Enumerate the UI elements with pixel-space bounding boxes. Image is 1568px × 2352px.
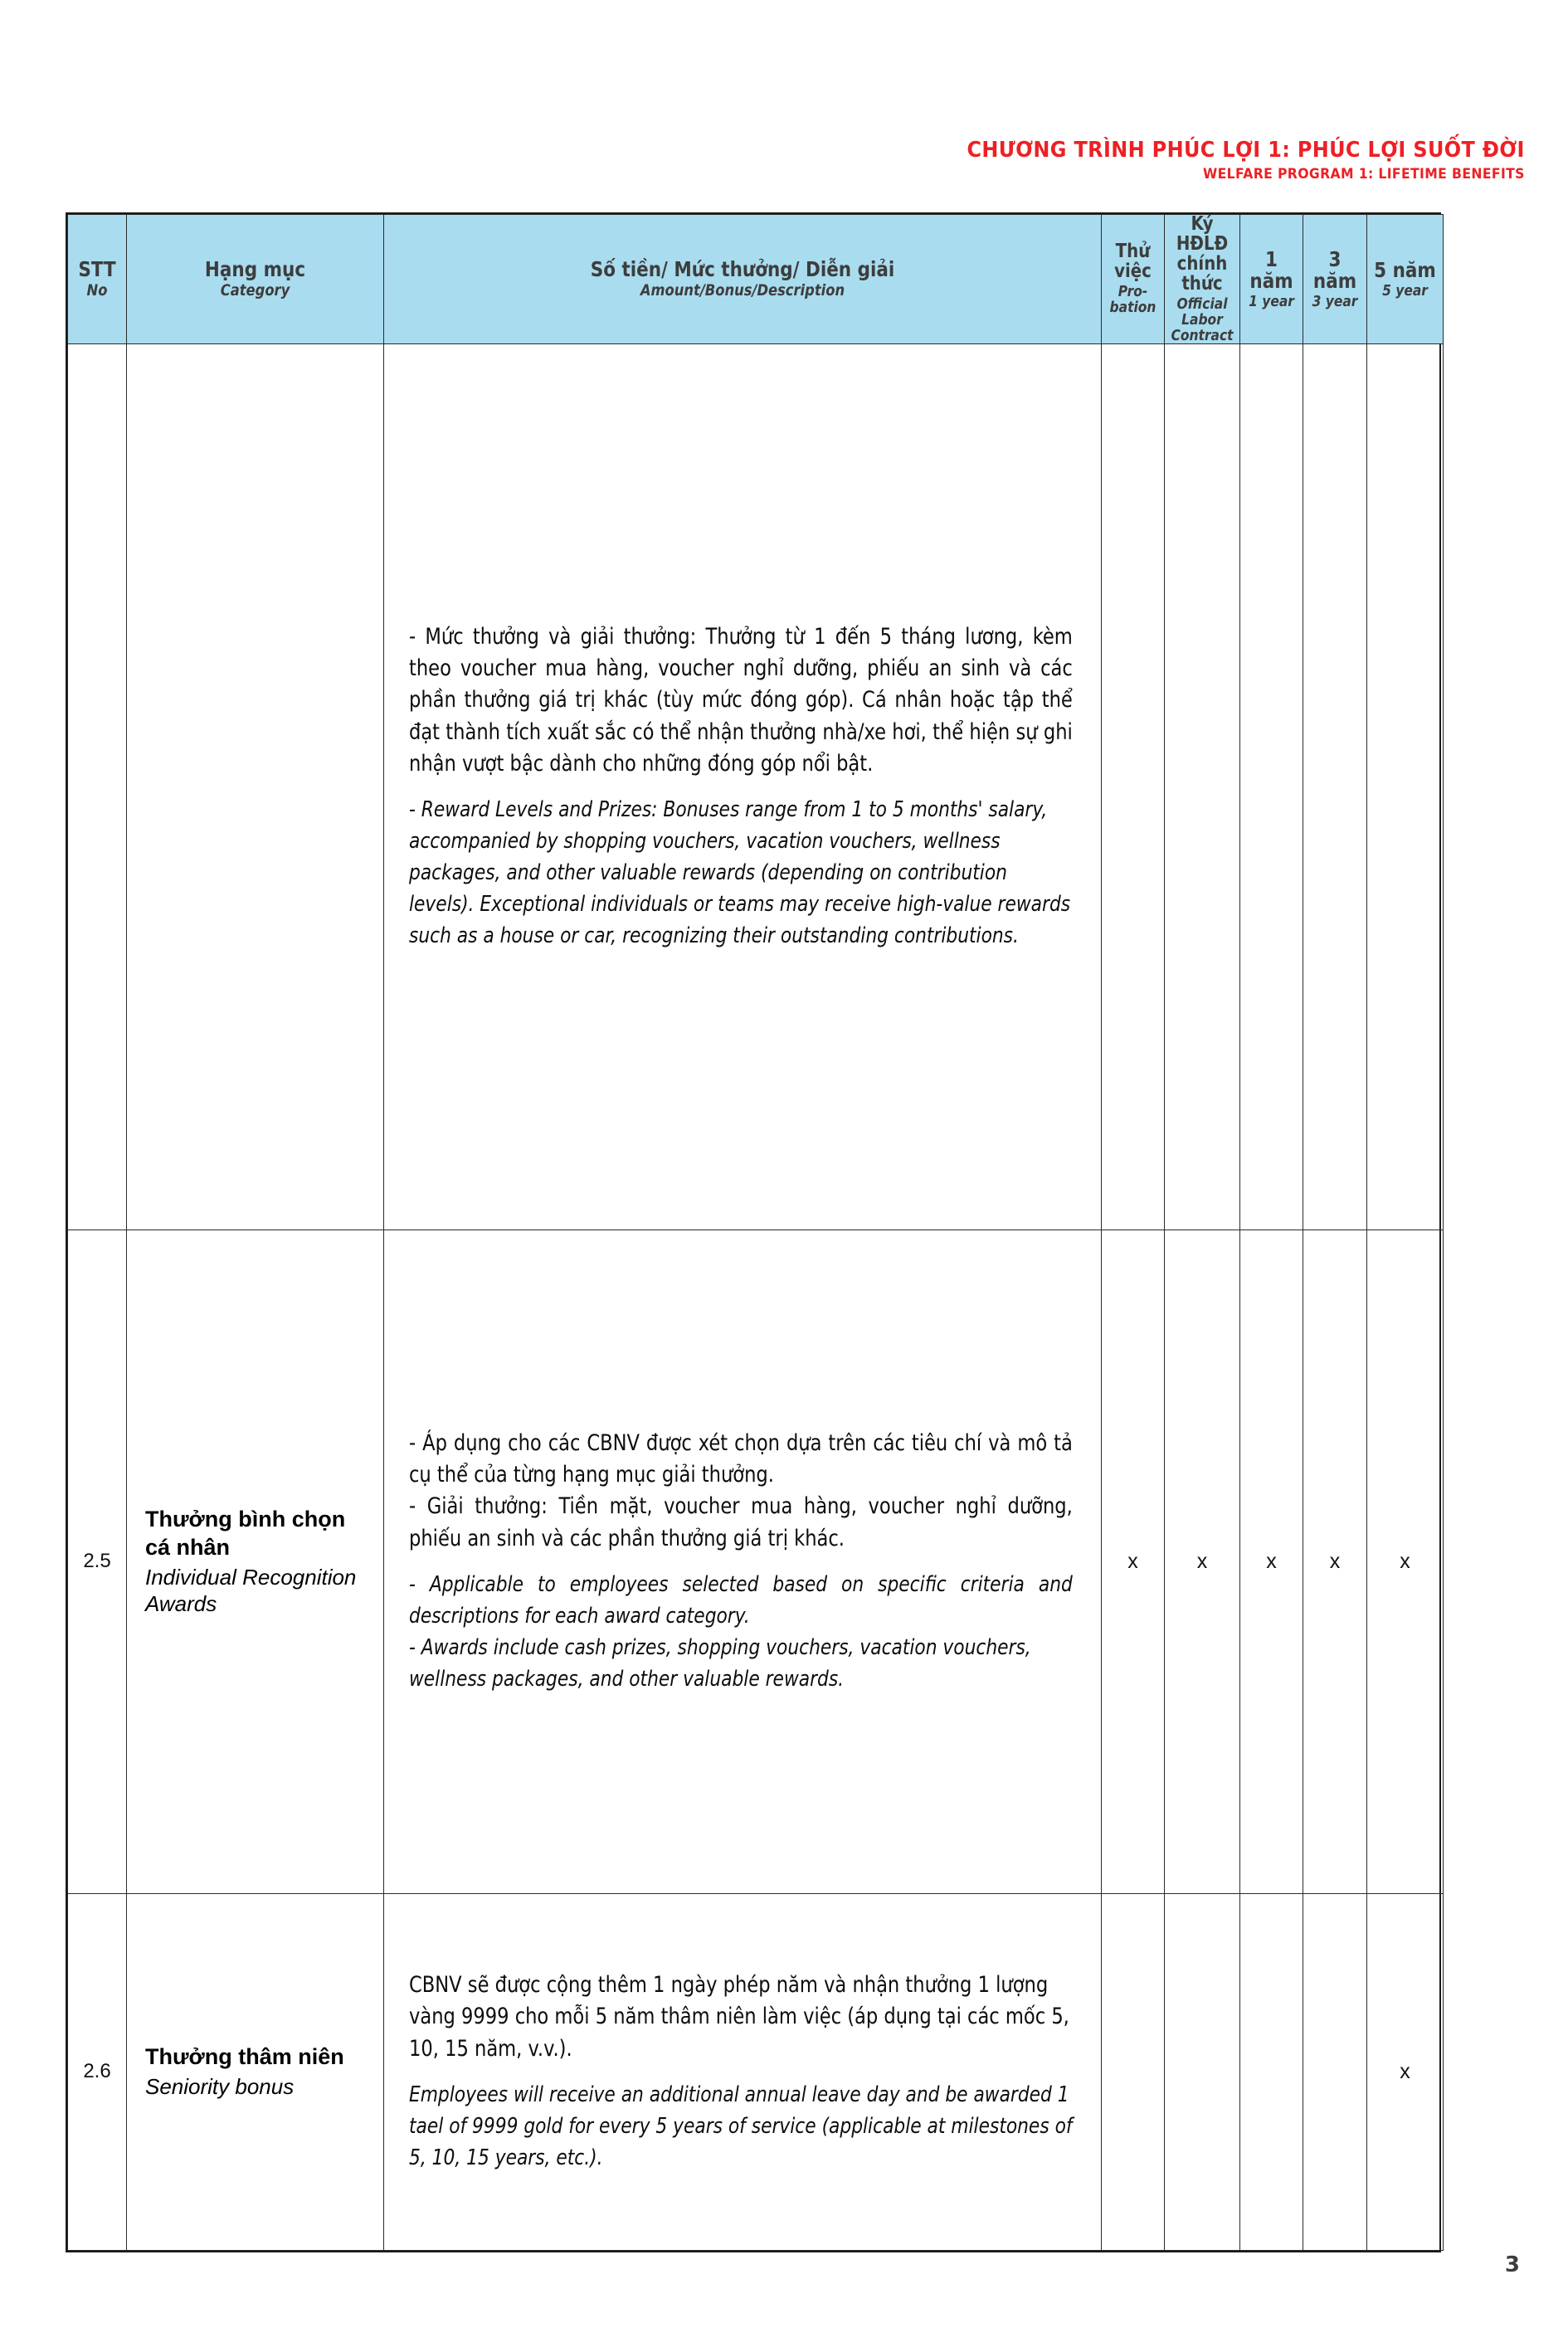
eligibility-mark-y5 (1367, 343, 1444, 1230)
table-row (68, 343, 1444, 1230)
column-header-category-vi: Hạng mục (204, 257, 306, 282)
column-header-year-5-vi: 5 năm (1374, 257, 1436, 282)
document-header (918, 139, 1525, 182)
column-header-year-3-vi: 3 năm (1312, 246, 1357, 293)
column-header-probation-vi: Thử việc (1114, 241, 1152, 283)
eligibility-mark-y1 (1240, 343, 1303, 1230)
description-cell (384, 343, 1102, 1230)
eligibility-mark-probation (1102, 1893, 1165, 2250)
column-header-official-contract-vi: Ký HĐLĐ chính thức (1176, 213, 1229, 295)
description-paragraph-en: - Reward Levels and Prizes: Bonuses range from 1 to 5 months' salary, accompanied by shopping vouchers, vacation vouchers, wellness packages, and other valuable rewards (depending on contribution levels). Exceptional individuals or teams may receive high-value rewards such as a house or car, recognizing their outstanding contributions. (409, 797, 1071, 949)
column-header-year-5-en: 5 year (1382, 281, 1428, 299)
eligibility-mark-official: x (1165, 1230, 1240, 1893)
page-number: 3 (1504, 2252, 1520, 2277)
column-header-official-contract-en: Official Labor Contract (1171, 295, 1234, 344)
description-paragraph-vi: CBNV sẽ được cộng thêm 1 ngày phép năm và nhận thưởng 1 lượng vàng 9999 cho mỗi 5 năm thâm niên làm việc (áp dụng tại các mốc 5, 10, 15 năm, v.v.). (409, 1971, 1069, 2062)
category-cell (127, 343, 384, 1230)
eligibility-mark-y3: x (1303, 1230, 1367, 1893)
column-header-official-contract (1165, 215, 1240, 344)
table-header-row (68, 215, 1444, 344)
description-paragraph-en: - Awards include cash prizes, shopping vouchers, vacation vouchers, wellness packages, and other valuable rewards. (409, 1635, 1031, 1692)
eligibility-mark-official (1165, 343, 1240, 1230)
category-cell (127, 1893, 384, 2250)
column-header-stt-vi: STT (78, 257, 116, 282)
column-header-probation-en: Pro-bation (1109, 283, 1157, 317)
row-number-cell: 2.5 (68, 1230, 127, 1893)
description-paragraph-en: - Applicable to employees selected based on specific criteria and descriptions for each award category. (409, 1572, 1073, 1629)
column-header-stt (68, 215, 127, 344)
eligibility-mark-y1: x (1240, 1230, 1303, 1893)
description-paragraph-vi: - Mức thưởng và giải thưởng: Thưởng từ 1 đến 5 tháng lương, kèm theo voucher mua hàng, voucher nghỉ dưỡng, phiếu an sinh và các phần thưởng giá trị khác (tùy mức đóng góp). Cá nhân hoặc tập thể đạt thành tích xuất sắc có thể nhận thưởng nhà/xe hơi, thể hiện sự ghi nhận vượt bậc dành cho những đóng góp nổi bật. (409, 623, 1073, 777)
column-header-year-3 (1303, 215, 1367, 344)
column-header-year-1-vi: 1 năm (1249, 246, 1293, 293)
column-header-year-1-en: 1 year (1249, 292, 1294, 310)
row-number-cell (68, 343, 127, 1230)
benefits-table (66, 212, 1441, 2252)
table-row (68, 1893, 1444, 2250)
column-header-stt-en: No (86, 281, 108, 300)
column-header-probation (1102, 215, 1165, 344)
column-header-year-3-en: 3 year (1312, 292, 1358, 310)
eligibility-mark-y5: x (1367, 1893, 1444, 2250)
header-title-en: WELFARE PROGRAM 1: LIFETIME BENEFITS (1203, 166, 1525, 183)
eligibility-mark-probation (1102, 343, 1165, 1230)
description-paragraph-vi: - Áp dụng cho các CBNV được xét chọn dựa trên các tiêu chí và mô tả cụ thể của từng hạng mục giải thưởng. (409, 1429, 1073, 1488)
category-label-en: Seniority bonus (145, 2073, 295, 2099)
category-label-vi: Thưởng bình chọn cá nhân (145, 1507, 346, 1560)
table-row (68, 1230, 1444, 1893)
eligibility-mark-official (1165, 1893, 1240, 2250)
description-paragraph-vi: - Giải thưởng: Tiền mặt, voucher mua hàng, voucher nghỉ dưỡng, phiếu an sinh và các phần thưởng giá trị khác. (409, 1493, 1073, 1551)
description-paragraph-en: Employees will receive an additional annual leave day and be awarded 1 tael of 9999 gold for every 5 years of service (applicable at milestones of 5, 10, 15 years, etc.). (409, 2082, 1073, 2170)
column-header-category-en: Category (220, 281, 290, 300)
table-body (68, 343, 1444, 2250)
eligibility-mark-y5: x (1367, 1230, 1444, 1893)
column-header-year-1 (1240, 215, 1303, 344)
column-header-description-vi: Số tiền/ Mức thưởng/ Diễn giải (590, 257, 895, 282)
column-header-description-en: Amount/Bonus/Description (640, 281, 845, 300)
eligibility-mark-y3 (1303, 343, 1367, 1230)
description-cell (384, 1230, 1102, 1893)
eligibility-mark-y3 (1303, 1893, 1367, 2250)
header-title-vi: CHƯƠNG TRÌNH PHÚC LỢI 1: PHÚC LỢI SUỐT ĐỜI (967, 138, 1525, 163)
eligibility-mark-probation: x (1102, 1230, 1165, 1893)
column-header-category (127, 215, 384, 344)
description-cell (384, 1893, 1102, 2250)
category-label-en: Individual Recognition Awards (145, 1564, 357, 1617)
category-cell (127, 1230, 384, 1893)
eligibility-mark-y1 (1240, 1893, 1303, 2250)
row-number-cell: 2.6 (68, 1893, 127, 2250)
column-header-description (384, 215, 1102, 344)
category-label-vi: Thưởng thâm niên (145, 2044, 344, 2070)
column-header-year-5 (1367, 215, 1444, 344)
